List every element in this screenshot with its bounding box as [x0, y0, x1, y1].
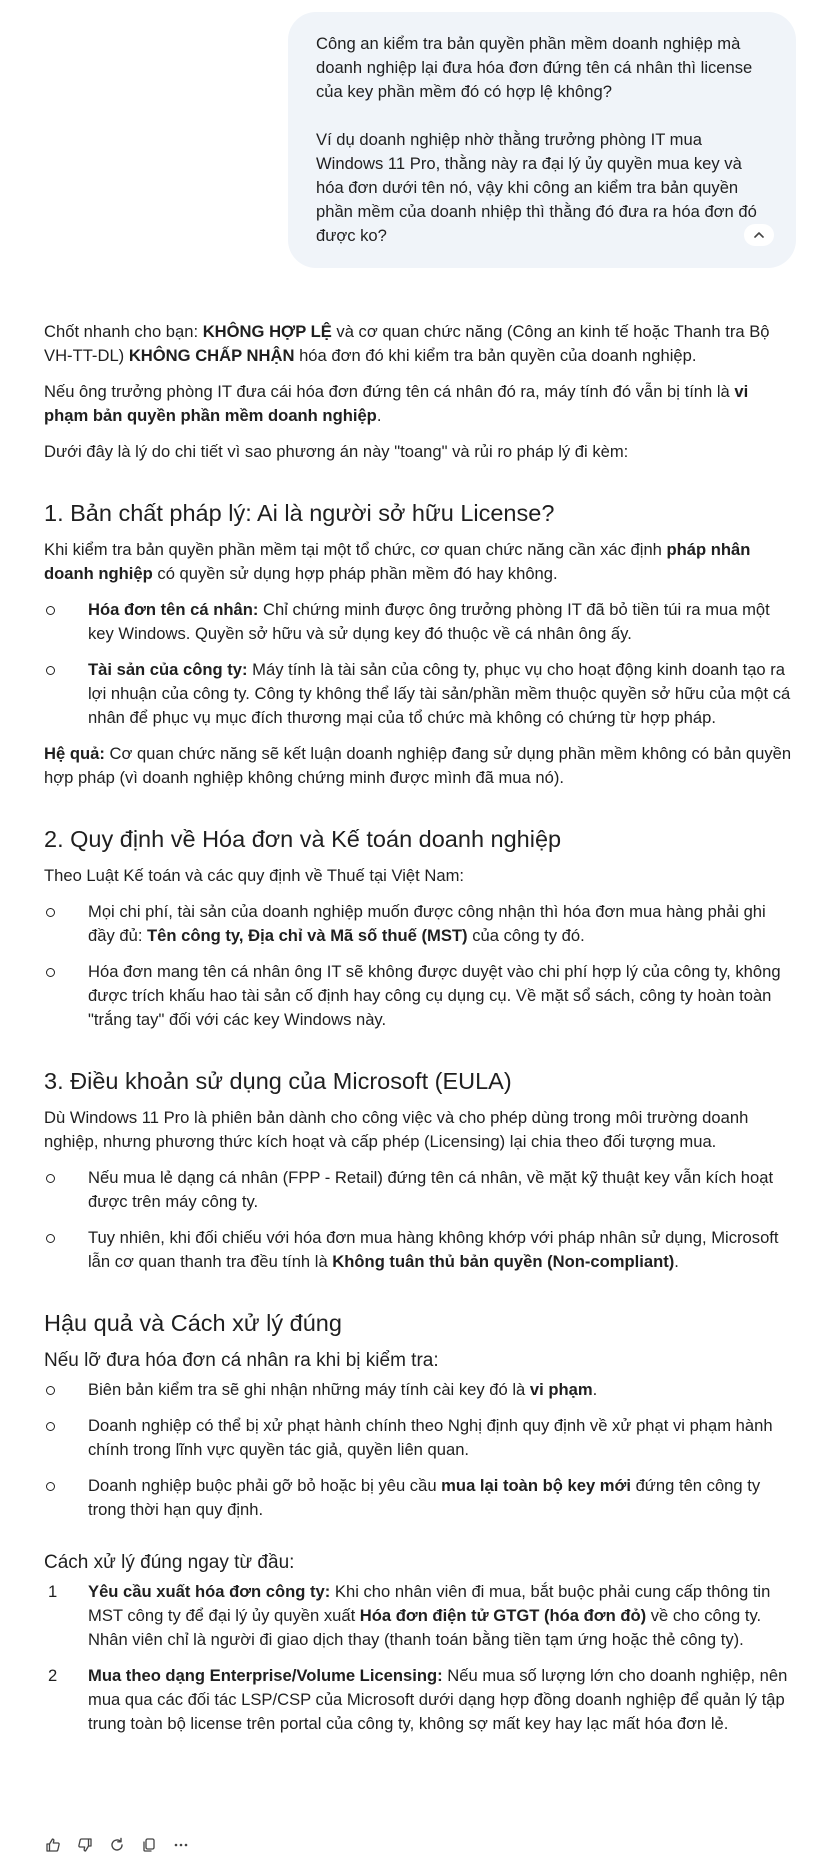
bold-text: vi phạm bản quyền phần mềm doanh nghiệp	[44, 382, 749, 425]
thumbs-down-icon	[77, 1837, 93, 1853]
copy-icon	[141, 1837, 157, 1853]
bold-text: Yêu cầu xuất hóa đơn công ty:	[88, 1582, 331, 1601]
list-item	[44, 658, 792, 730]
response-intro	[44, 320, 792, 368]
bold-text: Hệ quả:	[44, 744, 105, 763]
response-action-bar	[44, 1836, 190, 1854]
list-number: 1	[48, 1582, 58, 1601]
text: Doanh nghiệp buộc phải gỡ bỏ hoặc bị yêu cầu	[88, 1476, 442, 1495]
subsection-heading: Cách xử lý đúng ngay từ đầu:	[44, 1552, 295, 1573]
text: Chốt nhanh cho bạn:	[44, 322, 203, 341]
more-icon	[173, 1837, 189, 1853]
bold-text: pháp nhân doanh nghiệp	[44, 540, 751, 583]
bullet-list	[44, 598, 792, 730]
text: Nếu mua số lượng lớn cho doanh nghiệp, nên mua qua các đối tác LSP/CSP của Microsoft dưới dạng hợp đồng doanh nghiệp để quản lý tập trung toàn bộ license trên portal của công ty, không sợ mất key hay lạc mất hóa đơn lẻ.	[88, 1666, 788, 1733]
text: của công ty đó.	[467, 926, 585, 945]
list-item	[44, 598, 792, 646]
bold-text: Hóa đơn điện tử GTGT (hóa đơn đỏ)	[359, 1606, 647, 1625]
regenerate-button[interactable]	[108, 1836, 126, 1854]
bold-text: Tên công ty, Địa chỉ và Mã số thuế (MST)	[147, 926, 468, 945]
numbered-list	[44, 1580, 792, 1736]
thumbs-up-button[interactable]	[44, 1836, 62, 1854]
text: Tuy nhiên, khi đối chiếu với hóa đơn mua hàng không khớp với pháp nhân sử dụng, Microsoft lẫn cơ quan thanh tra đều tính là	[88, 1228, 779, 1271]
text: Máy tính là tài sản của công ty, phục vụ cho hoạt động kinh doanh tạo ra lợi nhuận của công ty. Công ty không thể lấy tài sản/phần mềm thuộc quyền sở hữu của một cá nhân để phục vụ mục đích thương mại của tổ chức mà không có chứng từ hợp pháp.	[88, 660, 791, 727]
list-item	[44, 900, 792, 948]
text: đứng tên công ty trong thời hạn quy định.	[88, 1476, 761, 1519]
chevron-up-icon	[753, 229, 765, 241]
text: Khi kiểm tra bản quyền phần mềm tại một tổ chức, cơ quan chức năng cần xác định	[44, 540, 667, 559]
copy-button[interactable]	[140, 1836, 158, 1854]
list-item	[44, 1664, 792, 1736]
text: Nếu ông trưởng phòng IT đưa cái hóa đơn đứng tên cá nhân đó ra, máy tính đó vẫn bị tính là	[44, 382, 735, 401]
section-paragraph: Dù Windows 11 Pro là phiên bản dành cho công việc và cho phép dùng trong môi trường doanh nghiệp, nhưng phương thức kích hoạt và cấp phép (Licensing) lại chia theo đối tượng mua.	[44, 1108, 749, 1151]
collapse-message-button[interactable]	[744, 224, 774, 246]
list-number: 2	[48, 1666, 58, 1685]
section-heading: Hậu quả và Cách xử lý đúng	[44, 1310, 342, 1336]
text: có quyền sử dụng hợp pháp phần mềm đó hay không.	[152, 564, 558, 583]
thumbs-up-icon	[45, 1837, 61, 1853]
list-item	[44, 1378, 792, 1402]
more-options-button[interactable]	[172, 1836, 190, 1854]
text: và cơ quan chức năng (Công an kinh tế hoặc Thanh tra Bộ VH-TT-DL)	[44, 322, 770, 365]
list-item	[44, 1166, 792, 1214]
thumbs-down-button[interactable]	[76, 1836, 94, 1854]
bullet-list	[44, 1166, 792, 1274]
text: Khi cho nhân viên đi mua, bắt buộc phải cung cấp thông tin MST công ty để đại lý ủy quyền xuất	[88, 1582, 771, 1625]
text: Biên bản kiểm tra sẽ ghi nhận những máy tính cài key đó là	[88, 1380, 530, 1399]
list-item	[44, 960, 792, 1032]
bold-text: Mua theo dạng Enterprise/Volume Licensing:	[88, 1666, 443, 1685]
bold-text: vi phạm	[529, 1380, 593, 1399]
list-item	[44, 1580, 792, 1652]
user-message-paragraph: Ví dụ doanh nghiệp nhờ thằng trưởng phòng IT mua Windows 11 Pro, thằng này ra đại lý ủy quyền mua key và hóa đơn dưới tên nó, vậy khi công an kiểm tra bản quyền phần mềm của doanh nhiệp thì thằng đó đưa ra hóa đơn đó được ko?	[316, 130, 757, 245]
text: hóa đơn đó khi kiểm tra bản quyền của doanh nghiệp.	[294, 346, 697, 365]
regenerate-icon	[109, 1837, 125, 1853]
bullet-list	[44, 1378, 792, 1522]
section-heading: 2. Quy định về Hóa đơn và Kế toán doanh nghiệp	[44, 826, 562, 852]
list-item	[44, 1226, 792, 1274]
section-heading: 1. Bản chất pháp lý: Ai là người sở hữu License?	[44, 500, 555, 526]
text: Doanh nghiệp có thể bị xử phạt hành chính theo Nghị định quy định về xử phạt vi phạm hành chính trong lĩnh vực quyền tác giả, quyền liên quan.	[88, 1416, 773, 1459]
bold-text: KHÔNG CHẤP NHẬN	[128, 346, 295, 365]
text: Chỉ chứng minh được ông trưởng phòng IT đã bỏ tiền túi ra mua một key Windows. Quyền sở hữu và sử dụng key đó thuộc về cá nhân ông ấy.	[88, 600, 770, 643]
text: Hóa đơn mang tên cá nhân ông IT sẽ không được duyệt vào chi phí hợp lý của công ty, không được trích khấu hao tài sản cố định hay công cụ dụng cụ. Về mặt sổ sách, công ty hoàn toàn "trắng tay" đối với các key Windows này.	[88, 962, 781, 1029]
response-paragraph: Dưới đây là lý do chi tiết vì sao phương án này "toang" và rủi ro pháp lý đi kèm:	[44, 442, 629, 461]
user-message-bubble	[288, 12, 796, 268]
bold-text: Hóa đơn tên cá nhân:	[88, 600, 259, 619]
text: Cơ quan chức năng sẽ kết luận doanh nghiệp đang sử dụng phần mềm không có bản quyền hợp pháp (vì doanh nghiệp không chứng minh được mình đã mua nó).	[44, 744, 792, 787]
model-response	[44, 320, 792, 1748]
text: .	[592, 1380, 598, 1399]
section-heading: 3. Điều khoản sử dụng của Microsoft (EULA)	[44, 1068, 512, 1094]
section-paragraph: Theo Luật Kế toán và các quy định về Thuế tại Việt Nam:	[44, 866, 465, 885]
text: .	[674, 1252, 679, 1271]
bold-text: mua lại toàn bộ key mới	[441, 1476, 631, 1495]
response-paragraph	[44, 380, 792, 428]
section-paragraph	[44, 742, 792, 790]
bullet-list	[44, 900, 792, 1032]
text: .	[376, 406, 382, 425]
list-item	[44, 1414, 792, 1462]
user-message-paragraph: Công an kiểm tra bản quyền phần mềm doanh nghiệp mà doanh nghiệp lại đưa hóa đơn đứng tên cá nhân thì license của key phần mềm đó có hợp lệ không?	[316, 34, 753, 101]
bold-text: KHÔNG HỢP LỆ	[202, 322, 332, 341]
bold-text: Không tuân thủ bản quyền (Non-compliant)	[332, 1252, 675, 1271]
text: về cho công ty. Nhân viên chỉ là người đi giao dịch thay (thanh toán bằng tiền tạm ứng hoặc thẻ công ty).	[88, 1606, 762, 1649]
subsection-heading: Nếu lỡ đưa hóa đơn cá nhân ra khi bị kiểm tra:	[44, 1350, 439, 1371]
list-item	[44, 1474, 792, 1522]
text: Nếu mua lẻ dạng cá nhân (FPP - Retail) đứng tên cá nhân, về mặt kỹ thuật key vẫn kích hoạt được trên máy công ty.	[88, 1168, 774, 1211]
bold-text: Tài sản của công ty:	[88, 660, 248, 679]
section-paragraph	[44, 538, 792, 586]
text: Mọi chi phí, tài sản của doanh nghiệp muốn được công nhận thì hóa đơn mua hàng phải ghi đầy đủ:	[88, 902, 766, 945]
